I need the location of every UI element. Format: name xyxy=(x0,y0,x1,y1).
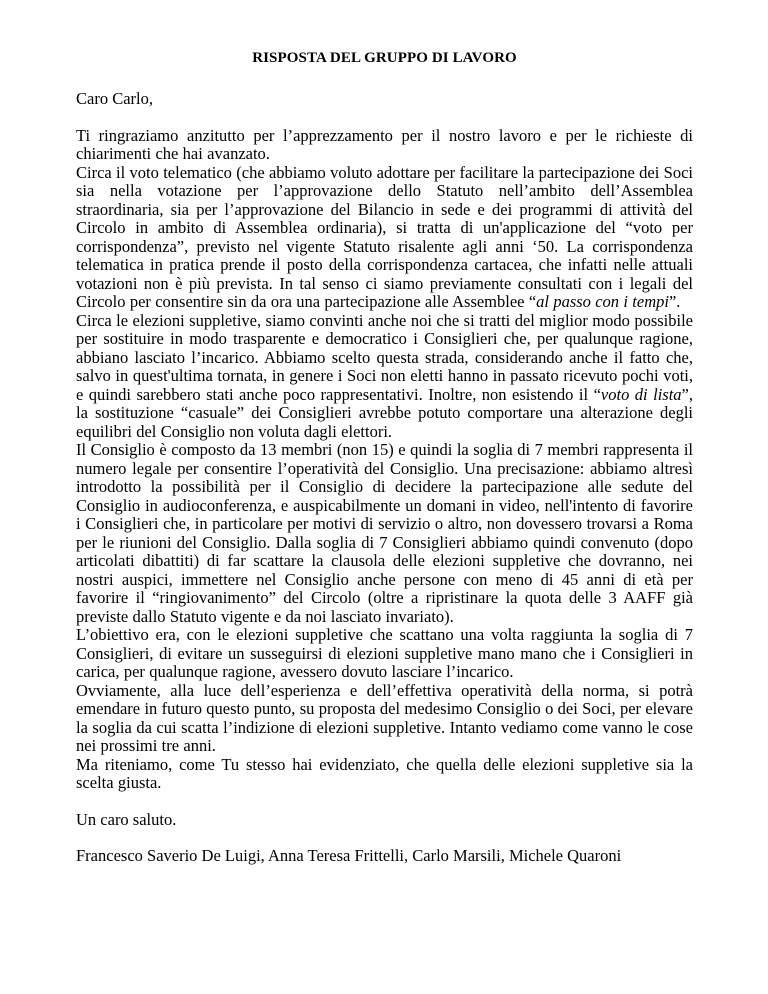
paragraph-thanks: Ti ringraziamo anzitutto per l’apprezzamento per il nostro lavoro e per le richieste di chiarimenti che hai avanzato. xyxy=(76,125,693,163)
paragraph-riteniamo: Ma riteniamo, come Tu stesso hai evidenziato, che quella delle elezioni suppletive sia la scelta giusta. xyxy=(76,754,693,792)
paragraph-obiettivo: L’obiettivo era, con le elezioni suppletive che scattano una volta raggiunta la soglia di 7 Consiglieri, di evitare un susseguirsi di elezioni suppletive mano mano che i Consiglieri in carica, per qualunque ragione, avessero dovuto lasciare l’incarico. xyxy=(76,625,693,681)
paragraph-tail: ”. xyxy=(668,292,681,311)
letter-body xyxy=(76,127,693,793)
paragraph-ovviamente: Ovviamente, alla luce dell’esperienza e dell’effettiva operatività della norma, si potrà emendare in futuro questo punto, su proposta del medesimo Consiglio o dei Soci, per elevare la soglia da cui scatta l’indizione di elezioni suppletive. Intanto vediamo come vanno le cose nei prossimi tre anni. xyxy=(76,680,693,755)
letter-page xyxy=(76,40,693,866)
document-title: RISPOSTA DEL GRUPPO DI LAVORO xyxy=(252,50,517,66)
paragraph-consiglio: Il Consiglio è composto da 13 membri (non 15) e quindi la soglia di 7 membri rappresenta il numero legale per consentire l’operatività del Consiglio. Una precisazione: abbiamo altresì introdotto la possibilità per il Consiglio di decidere la partecipazione alle sedute del Consiglio in audioconferenza, e auspicabilmente un domani in video, nell'intento di favorire i Consiglieri che, in particolare per motivi di servizio o altro, non dovessero trovarsi a Roma per le riunioni del Consiglio. Dalla soglia di 7 Consiglieri abbiamo quindi convenuto (dopo articolati dibattiti) di far scattare la clausola delle elezioni suppletive che dovranno, nei nostri auspici, immettere nel Consiglio anche persone con meno di 45 anni di età per favorire il “ringiovanimento” del Circolo (oltre a ripristinare la quota delle 3 AAFF già previste dallo Statuto vigente e da noi lasciato invariato). xyxy=(76,440,693,626)
salutation: Caro Carlo, xyxy=(76,89,153,108)
signatures: Francesco Saverio De Luigi, Anna Teresa Frittelli, Carlo Marsili, Michele Quaroni xyxy=(76,846,622,865)
closing: Un caro saluto. xyxy=(76,809,177,829)
paragraph-voto-telematico xyxy=(76,164,693,312)
paragraph-text: Circa le elezioni suppletive, siamo convinti anche noi che si tratti del miglior modo possibile per sostituire in modo trasparente e democratico i Consiglieri che, per qualunque ragione, abbiano lasciato l’incarico. Abbiamo scelto questa strada, considerando anche il fatto che, salvo in quest'ultima tornata, in genere i Soci non eletti hanno in passato ricevuto pochi voti, e quindi sarebbero stati anche poco rappresentativi. Inoltre, non esistendo il “ xyxy=(76,310,693,404)
paragraph-text: Circa il voto telematico (che abbiamo voluto adottare per facilitare la partecipazione dei Soci sia nella votazione per l’approvazione dello Statuto nell’ambito dell’Assemblea straordinaria, sia per l’approvazione del Bilancio in sede e dei programmi di attività del Circolo in ambito di Assemblea ordinaria), si tratta di un'applicazione del “voto per corrispondenza”, previsto nel vigente Statuto risalente agli anni ‘50. La corrispondenza telematica in pratica prende il posto della corrispondenza cartacea, che infatti nelle attuali votazioni non è più prevista. In tal senso ci siamo previamente consultati con i legali del Circolo per consentire sin da ora una partecipazione alle Assemblee “ xyxy=(76,162,693,311)
italic-phrase: al passo con i tempi xyxy=(536,292,669,311)
paragraph-tail: ”, la sostituzione “casuale” dei Consiglieri avrebbe potuto comportare una alterazione degli equilibri del Consiglio non voluta dagli elettori. xyxy=(76,384,693,441)
italic-phrase: voto di lista xyxy=(600,384,682,404)
paragraph-elezioni-suppletive xyxy=(76,312,693,442)
